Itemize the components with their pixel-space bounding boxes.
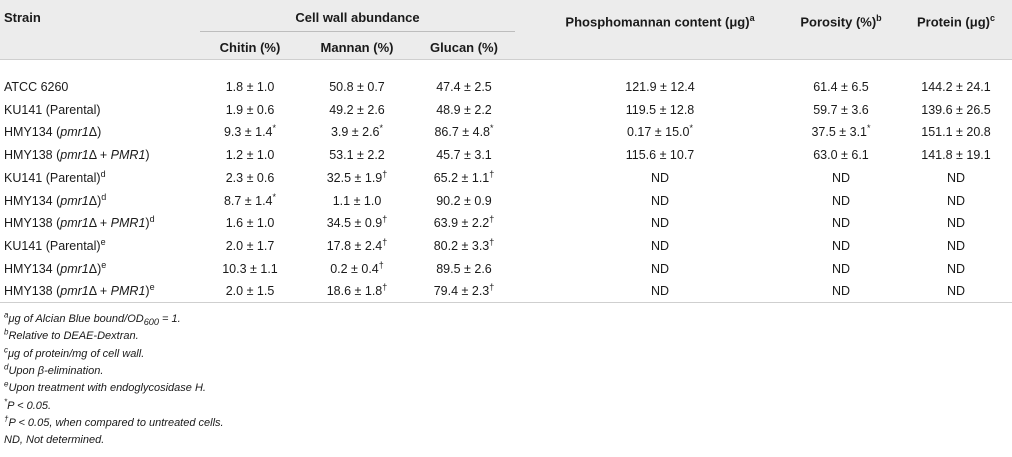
footnote	[4, 381, 206, 395]
significance-mark: †	[489, 214, 495, 225]
footnote-symbol: †	[4, 414, 9, 424]
strain-name-end: )	[145, 216, 150, 231]
chitin-cell	[200, 124, 300, 140]
glucan-value: 63.9 ± 2.2	[433, 216, 490, 231]
protein-value: 141.8 ± 19.1	[921, 148, 991, 163]
phosphomannan-cell	[535, 193, 785, 209]
chitin-cell	[200, 79, 300, 95]
significance-mark: *	[867, 123, 871, 134]
glucan-cell	[412, 238, 516, 254]
significance-mark: †	[382, 214, 388, 225]
footnote-text: Upon treatment with endoglycosidase H.	[8, 382, 206, 395]
protein-value: ND	[946, 216, 966, 231]
gene-italic: pmr1	[60, 125, 89, 140]
header-chitin: Chitin (%)	[219, 40, 281, 55]
strain-cell	[4, 215, 155, 231]
porosity-value: 61.4 ± 6.5	[813, 80, 869, 94]
mannan-cell	[302, 79, 412, 95]
gene-italic: pmr1	[60, 261, 89, 276]
chitin-value: 2.0 ± 1.5	[225, 284, 275, 299]
phosphomannan-value: 0.17 ± 15.0	[627, 125, 690, 140]
mannan-cell	[302, 261, 412, 277]
strain-cell	[4, 170, 106, 186]
header-phosphomannan	[535, 10, 785, 30]
significance-mark: *	[272, 123, 277, 134]
footnote-text-end: = 1.	[159, 313, 181, 325]
porosity-cell	[782, 238, 900, 254]
mannan-cell	[302, 238, 412, 254]
strain-name: HMY138 (	[4, 284, 61, 299]
porosity-cell	[782, 124, 900, 140]
porosity-value: 37.5 ± 3.1	[811, 125, 867, 140]
phosphomannan-cell	[535, 215, 785, 231]
significance-mark: †	[378, 259, 384, 270]
glucan-cell	[412, 170, 516, 186]
table-bottom-rule	[0, 302, 1012, 303]
phosphomannan-cell	[535, 261, 785, 277]
strain-name-cont: Δ)	[88, 125, 102, 140]
mannan-value: 0.2 ± 0.4	[330, 261, 379, 276]
chitin-value: 8.7 ± 1.4	[223, 193, 273, 208]
gene-italic: PMR1	[110, 284, 146, 299]
mannan-value: 53.1 ± 2.2	[329, 148, 385, 163]
protein-cell	[904, 170, 1008, 186]
chitin-value: 1.8 ± 1.0	[225, 80, 275, 94]
glucan-cell	[412, 124, 516, 140]
footnote-mark-b: b	[876, 13, 882, 23]
phosphomannan-cell	[535, 124, 785, 140]
footnote-symbol: e	[4, 379, 9, 389]
footnote-subscript: 600	[143, 317, 159, 328]
glucan-cell	[412, 261, 516, 277]
phosphomannan-value: ND	[650, 238, 670, 253]
glucan-value: 86.7 ± 4.8	[434, 125, 490, 140]
strain-name: HMY134 (	[4, 261, 61, 276]
footnote	[4, 433, 104, 447]
footnote-text: P < 0.05, when compared to untreated cells.	[8, 416, 224, 429]
footnote-text: ND, Not determined.	[4, 434, 105, 447]
glucan-value: 45.7 ± 3.1	[436, 148, 492, 163]
porosity-value: 63.0 ± 6.1	[813, 148, 869, 163]
protein-value: 139.6 ± 26.5	[921, 102, 991, 117]
chitin-cell	[200, 170, 300, 186]
protein-cell	[904, 147, 1008, 163]
strain-name: ATCC 6260	[4, 80, 69, 94]
phosphomannan-cell	[535, 283, 785, 299]
protein-cell	[904, 283, 1008, 299]
porosity-cell	[782, 283, 900, 299]
significance-mark: †	[489, 236, 495, 247]
footnote-mark: d	[149, 214, 155, 225]
mannan-cell	[302, 124, 412, 140]
strain-cell	[4, 283, 155, 299]
chitin-value: 2.3 ± 0.6	[225, 170, 275, 185]
glucan-value: 80.2 ± 3.3	[433, 238, 490, 253]
mannan-value: 34.5 ± 0.9	[326, 216, 383, 231]
porosity-cell	[782, 102, 900, 118]
strain-cell	[4, 261, 106, 277]
glucan-value: 89.5 ± 2.6	[436, 261, 492, 276]
footnote	[4, 416, 224, 430]
footnote-text: P < 0.05.	[7, 399, 52, 412]
mannan-value: 1.1 ± 1.0	[332, 193, 382, 208]
phosphomannan-cell	[535, 79, 785, 95]
protein-cell	[904, 102, 1008, 118]
strain-name: HMY134 (	[4, 193, 61, 208]
glucan-cell	[412, 283, 516, 299]
chitin-value: 9.3 ± 1.4	[223, 125, 273, 140]
strain-cell	[4, 124, 101, 140]
strain-name-cont: Δ +	[88, 216, 111, 231]
strain-name-cont: Δ +	[88, 148, 111, 163]
chitin-value: 1.9 ± 0.6	[225, 102, 275, 117]
glucan-value: 48.9 ± 2.2	[436, 102, 492, 117]
mannan-value: 50.8 ± 0.7	[329, 80, 385, 94]
phosphomannan-value: ND	[650, 193, 670, 208]
protein-cell	[904, 193, 1008, 209]
strain-name: HMY138 (	[4, 216, 61, 231]
phosphomannan-value: 115.6 ± 10.7	[625, 148, 695, 163]
footnote	[4, 329, 139, 343]
phosphomannan-value: ND	[650, 284, 670, 299]
mannan-cell	[302, 102, 412, 118]
porosity-cell	[782, 215, 900, 231]
strain-name-cont: Δ)	[88, 193, 102, 208]
mannan-value: 17.8 ± 2.4	[326, 238, 383, 253]
footnote	[4, 364, 103, 378]
mannan-cell	[302, 283, 412, 299]
gene-italic: pmr1	[60, 284, 89, 299]
significance-mark: *	[379, 123, 384, 134]
footnote-symbol: c	[4, 344, 8, 354]
glucan-cell	[412, 79, 516, 95]
footnote	[4, 396, 52, 413]
gene-italic: pmr1	[60, 148, 89, 163]
glucan-cell	[412, 215, 516, 231]
chitin-value: 2.0 ± 1.7	[225, 238, 275, 253]
strain-name-cont: Δ)	[88, 261, 102, 276]
header-cell-wall-abundance: Cell wall abundance	[295, 10, 420, 25]
phosphomannan-cell	[535, 102, 785, 118]
protein-value: ND	[946, 170, 966, 185]
chitin-value: 1.6 ± 1.0	[225, 216, 275, 231]
footnote-text: μg of Alcian Blue bound/OD	[8, 313, 144, 325]
significance-mark: †	[489, 282, 495, 293]
mannan-value: 49.2 ± 2.6	[329, 102, 385, 117]
gene-italic: PMR1	[110, 216, 146, 231]
strain-cell	[4, 238, 106, 254]
gene-italic: pmr1	[60, 193, 89, 208]
footnote-mark: e	[101, 259, 107, 270]
footnote-mark-a: a	[749, 13, 755, 23]
phosphomannan-cell	[535, 147, 785, 163]
chitin-cell	[200, 283, 300, 299]
footnote-symbol: b	[4, 327, 9, 337]
significance-mark: †	[489, 168, 495, 179]
porosity-cell	[782, 193, 900, 209]
mannan-cell	[302, 147, 412, 163]
chitin-value: 1.2 ± 1.0	[225, 148, 275, 163]
header-protein	[904, 10, 1008, 30]
significance-mark: †	[382, 236, 388, 247]
strain-name: KU141 (Parental)	[4, 170, 101, 185]
footnote-mark: d	[101, 191, 107, 202]
protein-value: 151.1 ± 20.8	[921, 125, 991, 140]
strain-cell	[4, 147, 150, 163]
mannan-value: 18.6 ± 1.8	[326, 284, 383, 299]
header-glucan: Glucan (%)	[430, 40, 498, 55]
gene-italic: pmr1	[60, 216, 89, 231]
header-divider	[0, 59, 1012, 60]
porosity-value: ND	[831, 284, 851, 299]
strain-name-end: )	[145, 148, 150, 163]
header-porosity	[782, 10, 900, 30]
phosphomannan-value: 119.5 ± 12.8	[625, 102, 695, 117]
footnote-text: μg of protein/mg of cell wall.	[8, 347, 145, 360]
glucan-value: 79.4 ± 2.3	[433, 284, 490, 299]
protein-cell	[904, 215, 1008, 231]
group-underline	[200, 31, 515, 32]
glucan-value: 90.2 ± 0.9	[436, 193, 492, 208]
strain-name: HMY138 (	[4, 148, 61, 163]
glucan-value: 47.4 ± 2.5	[436, 80, 492, 94]
phosphomannan-value: ND	[650, 170, 670, 185]
protein-cell	[904, 238, 1008, 254]
porosity-value: ND	[831, 216, 851, 231]
footnote-mark: d	[100, 168, 106, 179]
strain-name: HMY134 (	[4, 125, 61, 140]
header-strain: Strain	[4, 10, 41, 25]
protein-value: ND	[946, 261, 966, 276]
footnote-symbol: a	[4, 310, 9, 320]
phosphomannan-value: ND	[650, 216, 670, 231]
protein-value: 144.2 ± 24.1	[921, 80, 991, 94]
glucan-value: 65.2 ± 1.1	[433, 170, 490, 185]
porosity-cell	[782, 170, 900, 186]
chitin-cell	[200, 215, 300, 231]
chitin-cell	[200, 147, 300, 163]
chitin-cell	[200, 261, 300, 277]
porosity-cell	[782, 79, 900, 95]
chitin-value: 10.3 ± 1.1	[222, 261, 278, 276]
chitin-cell	[200, 193, 300, 209]
porosity-cell	[782, 261, 900, 277]
significance-mark: *	[689, 123, 693, 134]
footnote-text: Upon β-elimination.	[8, 364, 104, 377]
protein-value: ND	[946, 238, 966, 253]
mannan-value: 32.5 ± 1.9	[326, 170, 383, 185]
glucan-cell	[412, 193, 516, 209]
footnote-mark: e	[149, 282, 155, 293]
strain-name-end: )	[145, 284, 150, 299]
protein-value: ND	[946, 284, 966, 299]
porosity-value: ND	[831, 193, 851, 208]
strain-name: KU141 (Parental)	[4, 102, 101, 117]
porosity-cell	[782, 147, 900, 163]
porosity-value: ND	[831, 238, 851, 253]
glucan-cell	[412, 102, 516, 118]
footnote-mark-c: c	[989, 13, 995, 23]
header-porosity-label: Porosity (%)	[800, 14, 877, 30]
glucan-cell	[412, 147, 516, 163]
mannan-cell	[302, 193, 412, 209]
strain-cell	[4, 79, 68, 95]
footnote-symbol: d	[4, 362, 9, 372]
footnote	[4, 344, 145, 361]
phosphomannan-cell	[535, 170, 785, 186]
significance-mark: †	[382, 168, 388, 179]
protein-cell	[904, 79, 1008, 95]
mannan-cell	[302, 215, 412, 231]
chitin-cell	[200, 238, 300, 254]
strain-name-cont: Δ +	[88, 284, 111, 299]
protein-value: ND	[946, 193, 966, 208]
mannan-cell	[302, 170, 412, 186]
header-phosphomannan-label: Phosphomannan content (μg)	[565, 14, 750, 30]
phosphomannan-value: 121.9 ± 12.4	[625, 80, 695, 94]
protein-cell	[904, 124, 1008, 140]
gene-italic: PMR1	[110, 148, 146, 163]
significance-mark: †	[382, 282, 388, 293]
phosphomannan-cell	[535, 238, 785, 254]
strain-cell	[4, 102, 101, 118]
porosity-value: 59.7 ± 3.6	[813, 102, 869, 117]
porosity-value: ND	[831, 261, 851, 276]
significance-mark: *	[272, 191, 277, 202]
protein-cell	[904, 261, 1008, 277]
footnote-mark: e	[100, 236, 106, 247]
porosity-value: ND	[831, 170, 851, 185]
footnote-text: Relative to DEAE-Dextran.	[8, 330, 139, 343]
strain-name: KU141 (Parental)	[4, 238, 101, 253]
header-protein-label: Protein (μg)	[917, 14, 990, 30]
strain-cell	[4, 193, 106, 209]
mannan-value: 3.9 ± 2.6	[330, 125, 380, 140]
footnote	[4, 312, 181, 329]
footnote-symbol: *	[4, 396, 8, 406]
phosphomannan-value: ND	[650, 261, 670, 276]
chitin-cell	[200, 102, 300, 118]
significance-mark: *	[490, 123, 494, 134]
header-mannan: Mannan (%)	[320, 40, 394, 55]
